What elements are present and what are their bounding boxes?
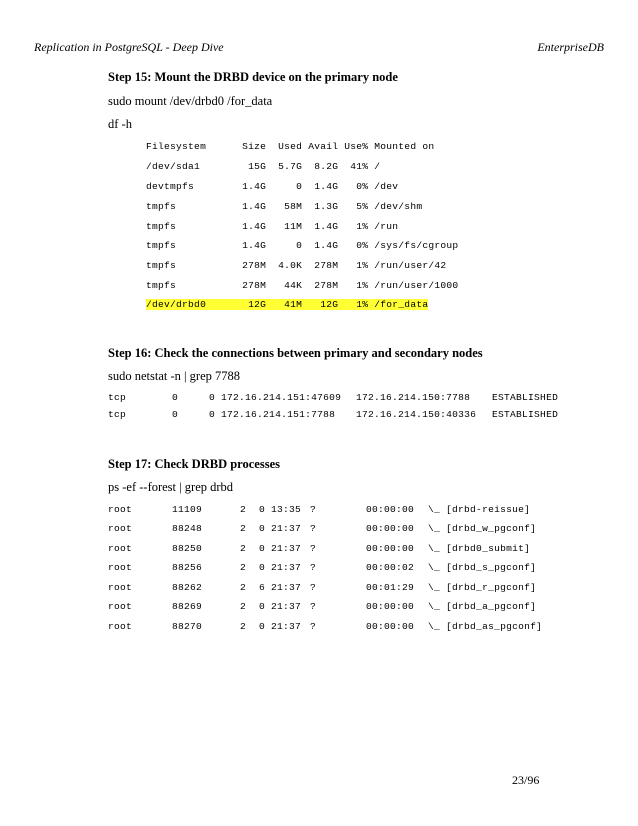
user-cell: root <box>108 621 133 632</box>
proto-cell: tcp <box>108 409 127 420</box>
mount-command: sudo mount /dev/drbd0 /for_data <box>108 94 273 108</box>
df-row: tmpfs 278M 44K 278M 1% /run/user/1000 <box>146 280 459 291</box>
ppid-cell: 2 <box>240 543 247 554</box>
process-row <box>108 621 543 731</box>
foreign-address-cell: 172.16.214.150:7788 <box>356 392 471 403</box>
cpu-cell: 6 <box>259 582 266 593</box>
command-cell: \_ [drbd_r_pgconf] <box>428 582 537 593</box>
pid-cell: 88262 <box>172 582 203 593</box>
user-cell: root <box>108 562 133 573</box>
time-cell: 00:00:00 <box>366 621 415 632</box>
ps-command: ps -ef --forest | grep drbd <box>108 480 234 494</box>
pid-cell: 88269 <box>172 601 203 612</box>
tty-cell: ? <box>310 543 317 554</box>
recv-q-cell: 0 <box>172 392 179 403</box>
state-cell: ESTABLISHED <box>492 409 559 420</box>
df-header-row: Filesystem Size Used Avail Use% Mounted on <box>146 141 435 152</box>
df-row: tmpfs 1.4G 58M 1.3G 5% /dev/shm <box>146 201 423 212</box>
stime-cell: 13:35 <box>271 504 302 515</box>
step16-heading: Step 16: Check the connections between primary and secondary nodes <box>108 346 483 360</box>
ppid-cell: 2 <box>240 562 247 573</box>
pid-cell: 88270 <box>172 621 203 632</box>
time-cell: 00:00:02 <box>366 562 415 573</box>
user-cell: root <box>108 601 133 612</box>
df-row: tmpfs 1.4G 0 1.4G 0% /sys/fs/cgroup <box>146 240 459 251</box>
pid-cell: 88256 <box>172 562 203 573</box>
netstat-command: sudo netstat -n | grep 7788 <box>108 369 240 383</box>
step17-heading: Step 17: Check DRBD processes <box>108 457 280 471</box>
cpu-cell: 0 <box>259 543 266 554</box>
cpu-cell: 0 <box>259 504 266 515</box>
pid-cell: 11109 <box>172 504 203 515</box>
command-cell: \_ [drbd-reissue] <box>428 504 531 515</box>
stime-cell: 21:37 <box>271 523 302 534</box>
command-cell: \_ [drbd_s_pgconf] <box>428 562 537 573</box>
cpu-cell: 0 <box>259 523 266 534</box>
state-cell: ESTABLISHED <box>492 392 559 403</box>
tty-cell: ? <box>310 562 317 573</box>
stime-cell: 21:37 <box>271 582 302 593</box>
time-cell: 00:00:00 <box>366 504 415 515</box>
ppid-cell: 2 <box>240 601 247 612</box>
send-q-cell: 0 <box>209 409 216 420</box>
command-cell: \_ [drbd_as_pgconf] <box>428 621 543 632</box>
tty-cell: ? <box>310 601 317 612</box>
proto-cell: tcp <box>108 392 127 403</box>
pid-cell: 88248 <box>172 523 203 534</box>
recv-q-cell: 0 <box>172 409 179 420</box>
df-row-highlighted: /dev/drbd0 12G 41M 12G 1% /for_data <box>146 299 429 310</box>
user-cell: root <box>108 543 133 554</box>
stime-cell: 21:37 <box>271 543 302 554</box>
cpu-cell: 0 <box>259 621 266 632</box>
cpu-cell: 0 <box>259 601 266 612</box>
command-cell: \_ [drbd_w_pgconf] <box>428 523 537 534</box>
pid-cell: 88250 <box>172 543 203 554</box>
send-q-cell: 0 <box>209 392 216 403</box>
page-number: 23/96 <box>512 773 540 787</box>
tty-cell: ? <box>310 523 317 534</box>
time-cell: 00:00:00 <box>366 543 415 554</box>
ppid-cell: 2 <box>240 621 247 632</box>
step15-heading: Step 15: Mount the DRBD device on the primary node <box>108 70 398 84</box>
cpu-cell: 0 <box>259 562 266 573</box>
time-cell: 00:00:00 <box>366 523 415 534</box>
stime-cell: 21:37 <box>271 601 302 612</box>
local-address-cell: 172.16.214.151:47609 <box>221 392 342 403</box>
ppid-cell: 2 <box>240 504 247 515</box>
time-cell: 00:00:00 <box>366 601 415 612</box>
stime-cell: 21:37 <box>271 621 302 632</box>
ppid-cell: 2 <box>240 523 247 534</box>
user-cell: root <box>108 504 133 515</box>
foreign-address-cell: 172.16.214.150:40336 <box>356 409 477 420</box>
df-row: devtmpfs 1.4G 0 1.4G 0% /dev <box>146 181 399 192</box>
time-cell: 00:01:29 <box>366 582 415 593</box>
command-cell: \_ [drbd_a_pgconf] <box>428 601 537 612</box>
df-command: df -h <box>108 117 132 131</box>
local-address-cell: 172.16.214.151:7788 <box>221 409 336 420</box>
tty-cell: ? <box>310 504 317 515</box>
df-row: tmpfs 1.4G 11M 1.4G 1% /run <box>146 221 399 232</box>
header-brand: EnterpriseDB <box>537 40 604 54</box>
header-title: Replication in PostgreSQL - Deep Dive <box>34 40 224 54</box>
df-row: tmpfs 278M 4.0K 278M 1% /run/user/42 <box>146 260 447 271</box>
user-cell: root <box>108 523 133 534</box>
command-cell: \_ [drbd0_submit] <box>428 543 531 554</box>
tty-cell: ? <box>310 582 317 593</box>
tty-cell: ? <box>310 621 317 632</box>
ppid-cell: 2 <box>240 582 247 593</box>
user-cell: root <box>108 582 133 593</box>
df-row: /dev/sda1 15G 5.7G 8.2G 41% / <box>146 161 381 172</box>
stime-cell: 21:37 <box>271 562 302 573</box>
